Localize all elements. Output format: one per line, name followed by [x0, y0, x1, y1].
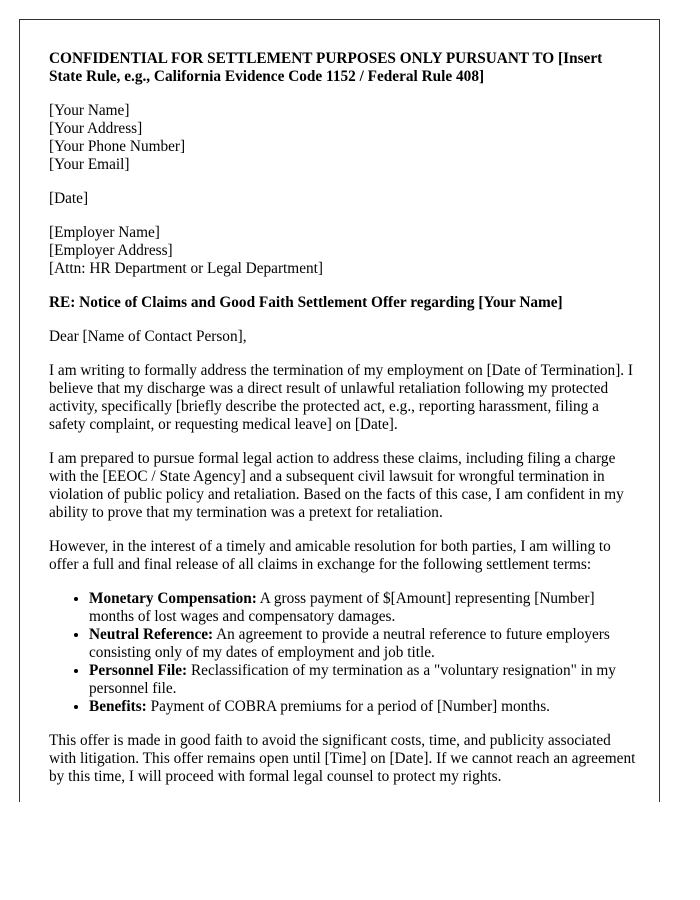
term-text: Reclassification of my termination as a "voluntary resignation" in my personnel file.: [89, 662, 616, 697]
recipient-address: [Employer Address]: [49, 242, 173, 259]
sender-email: [Your Email]: [49, 156, 130, 173]
paragraph-offer-intro: However, in the interest of a timely and amicable resolution for both parties, I am willing to offer a full and final release of all claims in exchange for the following settlement terms:: [49, 538, 611, 573]
recipient-attn: [Attn: HR Department or Legal Department]: [49, 260, 323, 277]
term-title: Personnel File:: [89, 662, 188, 679]
term-title: Benefits:: [89, 698, 147, 715]
sender-address: [Your Address]: [49, 120, 143, 137]
date-line: [Date]: [49, 190, 89, 207]
term-item: [89, 590, 639, 626]
letter-content: [49, 50, 639, 786]
term-text: An agreement to provide a neutral reference to future employers consisting only of my dates of employment and job title.: [89, 626, 610, 661]
paragraph-termination: I am writing to formally address the termination of my employment on [Date of Termination]. I believe that my discharge was a direct result of unlawful retaliation following my protected activity, specifically [briefly describe the protected act, e.g., reporting harassment, filing a safety complaint, or requesting medical leave] on [Date].: [49, 362, 634, 433]
closing-paragraph: This offer is made in good faith to avoid the significant costs, time, and publicity associated with litigation. This offer remains open until [Time] on [Date]. If we cannot reach an agreement by this time, I will proceed with formal legal counsel to protect my rights.: [49, 732, 636, 785]
term-title: Neutral Reference:: [89, 626, 214, 643]
salutation: Dear [Name of Contact Person],: [49, 328, 247, 345]
term-item: [89, 662, 639, 698]
sender-block: [49, 102, 639, 174]
term-text: A gross payment of $[Amount] representing [Number] months of lost wages and compensatory damages.: [89, 590, 595, 625]
letter-page: [19, 19, 660, 802]
recipient-name: [Employer Name]: [49, 224, 160, 241]
term-title: Monetary Compensation:: [89, 590, 257, 607]
paragraph-legal-action: I am prepared to pursue formal legal action to address these claims, including filing a charge with the [EEOC / State Agency] and a subsequent civil lawsuit for wrongful termination in violation of public policy and retaliation. Based on the facts of this case, I am confident in my ability to prove that my termination was a pretext for retaliation.: [49, 450, 624, 521]
term-text: Payment of COBRA premiums for a period of [Number] months.: [146, 698, 550, 715]
sender-phone: [Your Phone Number]: [49, 138, 186, 155]
subject-line: RE: Notice of Claims and Good Faith Settlement Offer regarding [Your Name]: [49, 294, 563, 311]
recipient-block: [49, 224, 639, 278]
settlement-terms-list: [49, 590, 639, 716]
term-item: [89, 626, 639, 662]
term-item: [89, 698, 639, 716]
sender-name: [Your Name]: [49, 102, 130, 119]
confidential-notice: CONFIDENTIAL FOR SETTLEMENT PURPOSES ONLY PURSUANT TO [Insert State Rule, e.g., California Evidence Code 1152 / Federal Rule 408]: [49, 50, 603, 85]
